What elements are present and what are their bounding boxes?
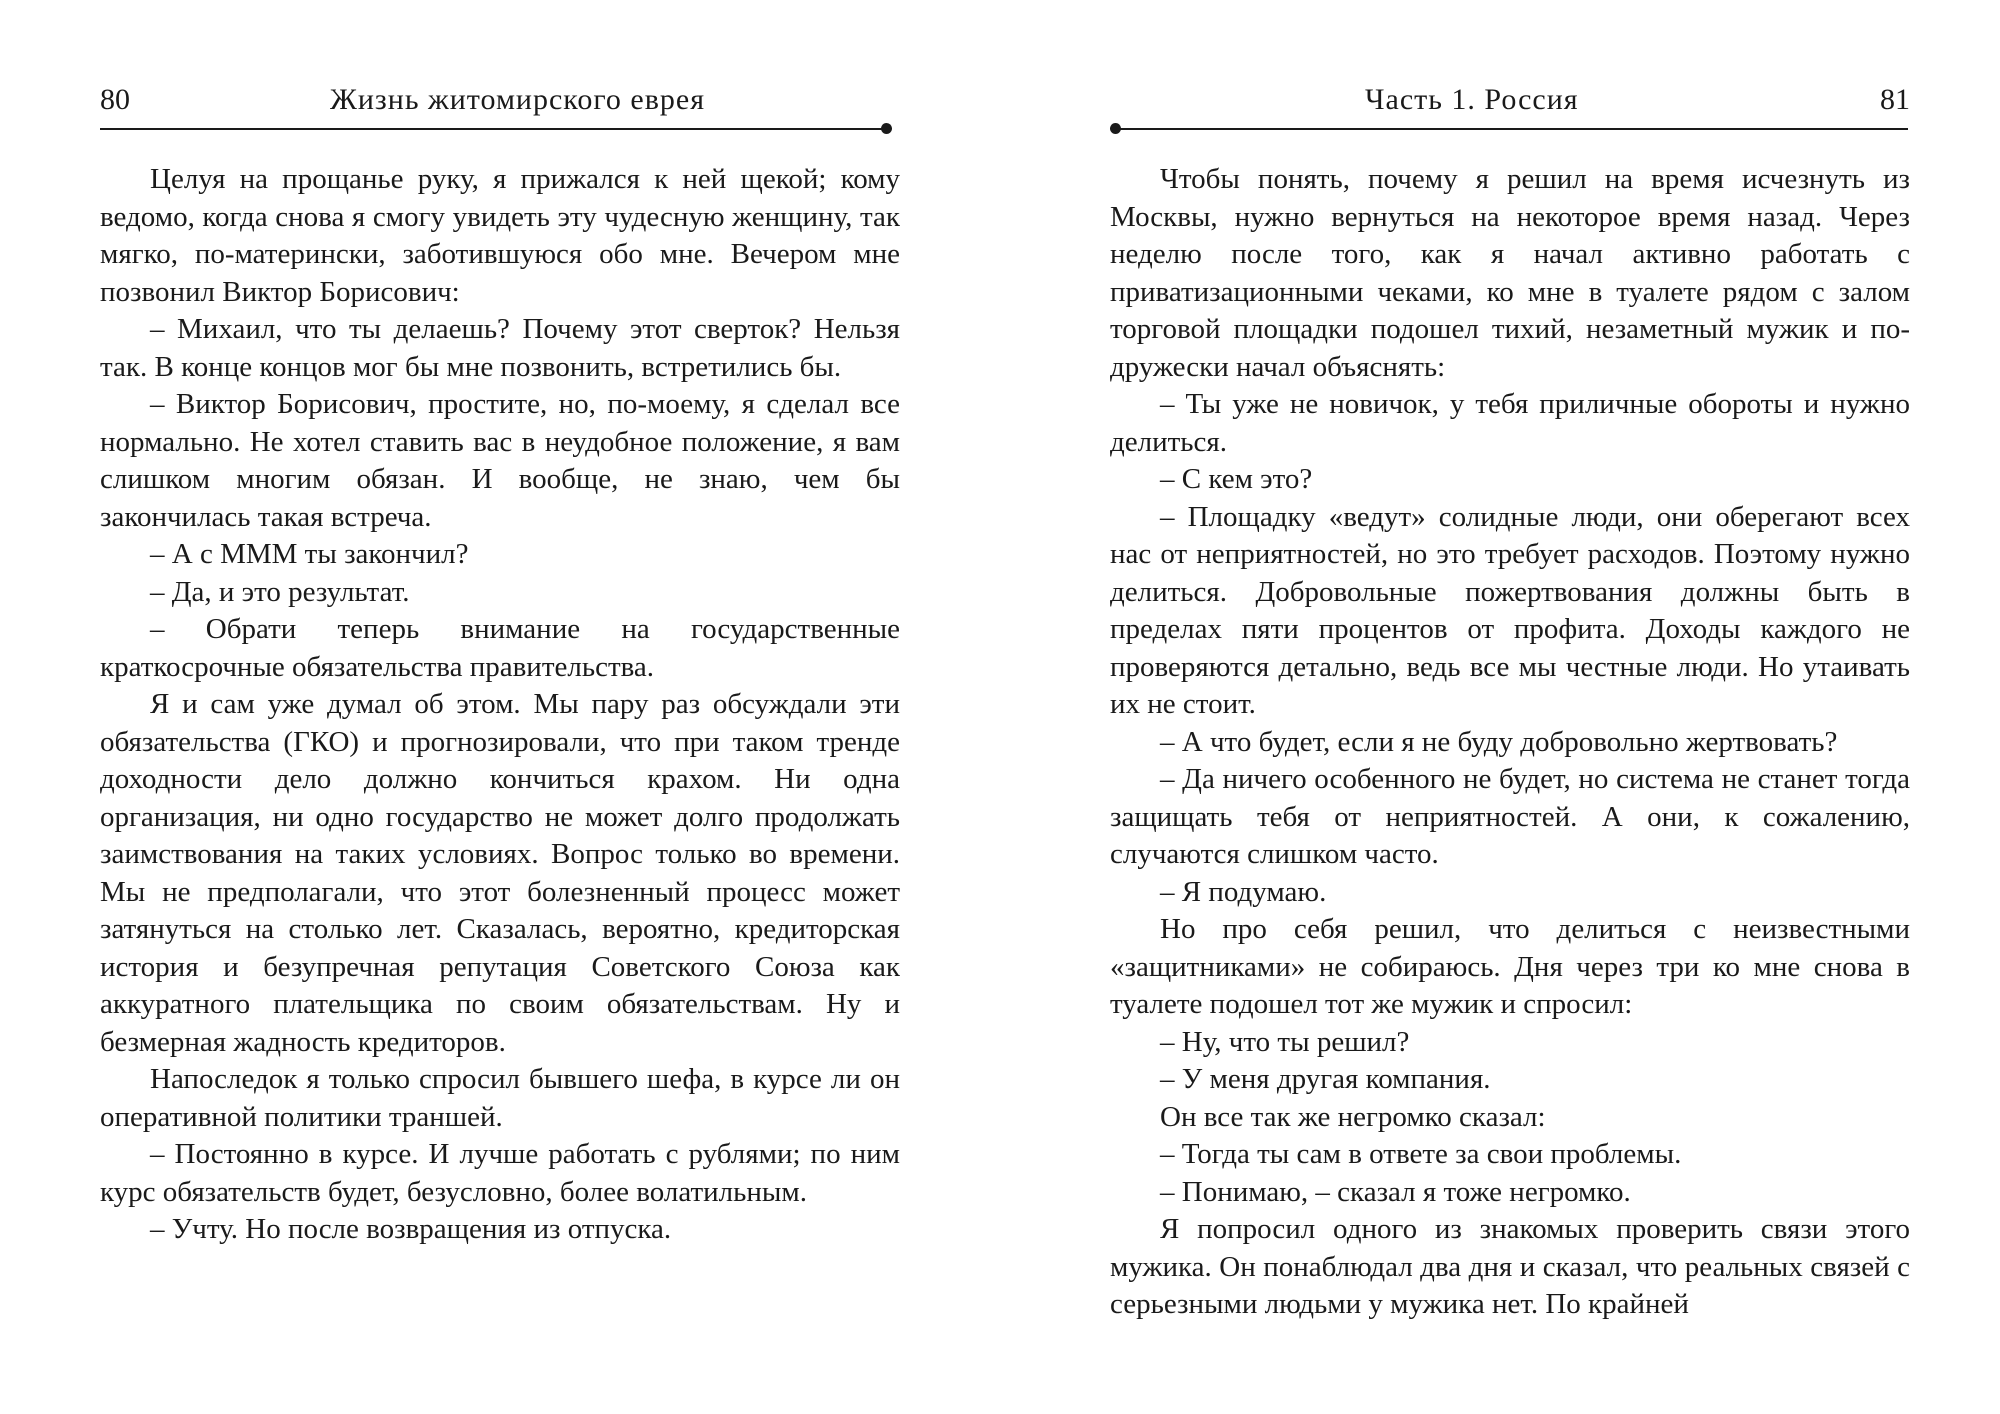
paragraph: – С кем это? [1160, 463, 1313, 495]
paragraph: Напоследок я только спросил бывшего шефа, в курсе ли он оперативной политики траншей. [100, 1063, 900, 1133]
body-text-left [100, 161, 900, 1249]
paragraph: Но про себя решил, что делиться с неизвестными «защитниками» не собираюсь. Дня через три ко мне снова в туалете подошел тот же мужик и спросил: [1110, 913, 1910, 1020]
paragraph: – Ты уже не новичок, у тебя приличные обороты и нужно делиться. [1110, 388, 1910, 458]
paragraph: Он все так же негромко сказал: [1160, 1100, 1546, 1133]
paragraph: – Я подумаю. [1160, 875, 1327, 908]
paragraph: – Учту. Но после возвращения из отпуска. [150, 1213, 672, 1245]
paragraph: – Понимаю, – сказал я тоже негромко. [1160, 1175, 1631, 1208]
paragraph: – А с МММ ты закончил? [150, 538, 469, 570]
paragraph: – Виктор Борисович, простите, но, по-моему, я сделал все нормально. Не хотел ставить вас в неудобное положение, я вам слишком многим обязан. И вообще, не знаю, чем бы закончилась такая встреча. [100, 388, 900, 533]
right-page [1110, 80, 1910, 1324]
running-title-right: Часть 1. Россия [1365, 83, 1579, 116]
paragraph: – А что будет, если я не буду добровольно жертвовать? [1160, 725, 1838, 758]
header-rule-left [100, 122, 900, 136]
running-title-left: Жизнь житомирского еврея [330, 83, 706, 116]
paragraph: – Площадку «ведут» солидные люди, они оберегают всех нас от неприятностей, но это требует расходов. Поэтому нужно делиться. Добровольные пожертвования должны быть в пределах пяти процентов от профита. Доходы каждого не проверяются детально, ведь все мы честные люди. Но утаивать их не стоит. [1110, 500, 1910, 720]
left-page [100, 80, 900, 1249]
paragraph: Чтобы понять, почему я решил на время исчезнуть из Москвы, нужно вернуться на некоторое время назад. Через неделю после того, как я начал активно работать с приватизационными чеками, ко мне в туалете рядом с залом торговой площадки подошел тихий, незаметный мужик и по-дружески начал объяснять: [1110, 163, 1910, 383]
paragraph: – Обрати теперь внимание на государственные краткосрочные обязательства правительства. [100, 613, 900, 683]
paragraph: Целуя на прощанье руку, я прижался к ней щекой; кому ведомо, когда снова я смогу увидеть эту чудесную женщину, так мягко, по-матерински, заботившуюся обо мне. Вечером мне позвонил Виктор Борисович: [100, 163, 900, 308]
rule-line [1118, 128, 1908, 130]
paragraph: – Михаил, что ты делаешь? Почему этот сверток? Нельзя так. В конце концов мог бы мне позвонить, встретились бы. [100, 313, 900, 383]
paragraph: – Да, и это результат. [150, 575, 410, 608]
header-rule-right [1110, 122, 1910, 136]
page-number-right: 81 [1880, 83, 1910, 116]
running-head-left [100, 80, 900, 120]
paragraph: – У меня другая компания. [1160, 1063, 1491, 1095]
page-number-left: 80 [100, 83, 130, 116]
rule-line [100, 128, 885, 130]
running-head-right [1110, 80, 1910, 120]
paragraph: Я и сам уже думал об этом. Мы пару раз обсуждали эти обязательства (ГКО) и прогнозировали, что при таком тренде доходности дело должно кончиться крахом. Ни одна организация, ни одно государство не может долго продолжать заимствования на таких условиях. Вопрос только во времени. Мы не предполагали, что этот болезненный процесс может затянуться на столько лет. Сказалась, вероятно, кредиторская история и безупречная репутация Советского Союза как аккуратного плательщика по своим обязательствам. Ну и безмерная жадность кредиторов. [100, 688, 900, 1058]
rule-dot-ornament [881, 123, 892, 134]
paragraph: – Тогда ты сам в ответе за свои проблемы. [1160, 1138, 1682, 1170]
paragraph: Я попросил одного из знакомых проверить связи этого мужика. Он понаблюдал два дня и сказал, что реальных связей с серьезными людьми у мужика нет. По крайней [1110, 1213, 1910, 1320]
paragraph: – Постоянно в курсе. И лучше работать с рублями; по ним курс обязательств будет, безусловно, более волатильным. [100, 1138, 900, 1208]
paragraph: – Да ничего особенного не будет, но система не станет тогда защищать тебя от неприятностей. А они, к сожалению, случаются слишком часто. [1110, 763, 1910, 870]
body-text-right [1110, 161, 1910, 1324]
paragraph: – Ну, что ты решил? [1160, 1025, 1410, 1058]
